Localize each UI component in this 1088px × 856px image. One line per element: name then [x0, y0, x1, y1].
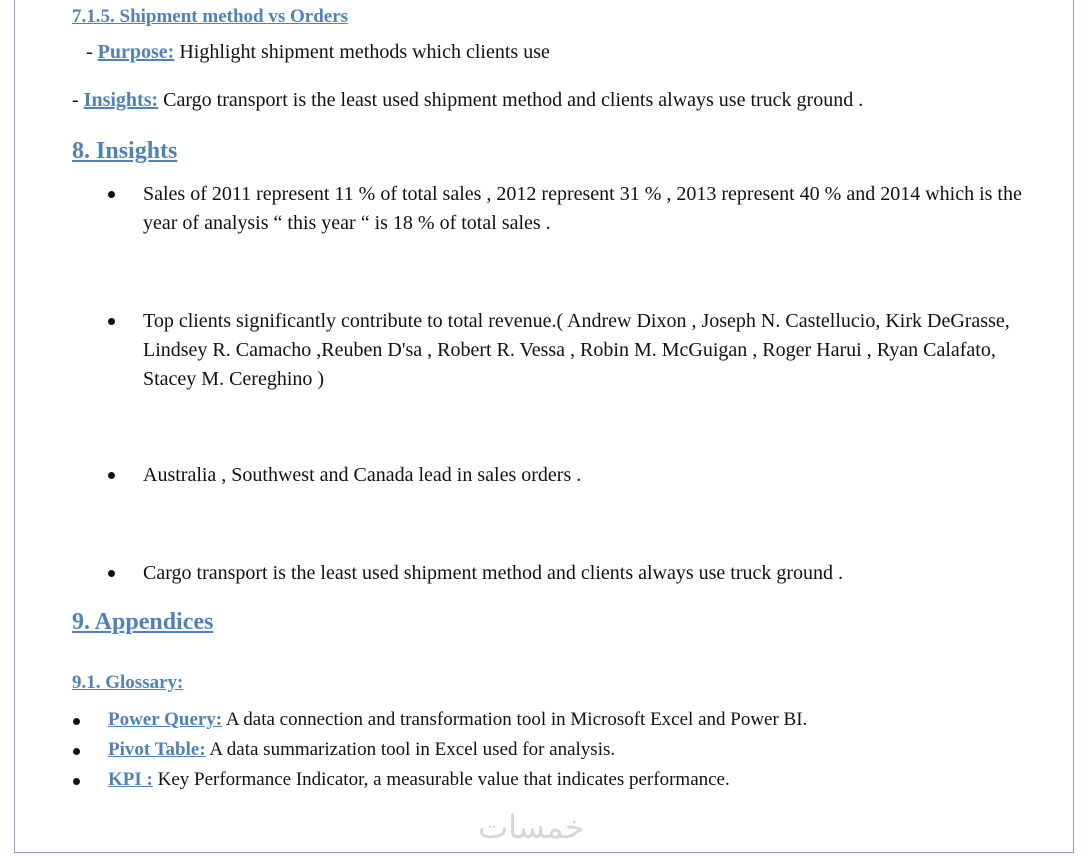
- bullet-icon: [108, 570, 115, 577]
- glossary-item: [108, 709, 807, 731]
- bullet-icon: [73, 748, 80, 755]
- insights-prefix: -: [72, 89, 84, 111]
- bullet-icon: [108, 318, 115, 325]
- bullet-icon: [73, 778, 80, 785]
- glossary-term: KPI :: [108, 769, 153, 790]
- watermark-logo: خمسات: [478, 808, 585, 846]
- purpose-prefix: -: [86, 41, 98, 63]
- glossary-term: Power Query:: [108, 709, 223, 730]
- bullet-icon: [108, 472, 115, 479]
- glossary-item: [108, 739, 615, 761]
- glossary-heading: 9.1. Glossary:: [72, 672, 184, 693]
- glossary-term: Pivot Table:: [108, 739, 206, 760]
- purpose-line: [86, 41, 550, 64]
- insight-bullet-2: Top clients significantly contribute to total revenue.( Andrew Dixon , Joseph N. Castellucio, Kirk DeGrasse, Lindsey R. Camacho ,Reuben D'sa , Robert R. Vessa , Robin M. McGuigan , Roger Harui , Ryan Calafato, Stacey M. Cereghino ): [143, 310, 1010, 390]
- glossary-definition: A data connection and transformation tool in Microsoft Excel and Power BI.: [222, 709, 808, 730]
- insight-bullet-1: Sales of 2011 represent 11 % of total sales , 2012 represent 31 % , 2013 represent 40 % and 2014 which is the year of analysis “ this year “ is 18 % of total sales .: [143, 183, 1022, 234]
- insights-text: Cargo transport is the least used shipment method and clients always use truck ground .: [158, 89, 864, 111]
- section-heading-appendices: 9. Appendices: [72, 609, 214, 635]
- glossary-definition: Key Performance Indicator, a measurable value that indicates performance.: [152, 769, 730, 790]
- insight-bullet-4: Cargo transport is the least used shipment method and clients always use truck ground .: [143, 562, 844, 584]
- glossary-item: [108, 769, 730, 791]
- bullet-icon: [73, 718, 80, 725]
- insights-line: [72, 89, 863, 112]
- purpose-label: Purpose:: [97, 41, 175, 63]
- section-heading-7-1-5: 7.1.5. Shipment method vs Orders: [72, 6, 349, 27]
- glossary-definition: A data summarization tool in Excel used for analysis.: [205, 739, 616, 760]
- bullet-icon: [108, 191, 115, 198]
- insight-bullet-3: Australia , Southwest and Canada lead in sales orders .: [143, 464, 582, 486]
- purpose-text: Highlight shipment methods which clients use: [174, 41, 550, 63]
- section-heading-insights: 8. Insights: [72, 138, 178, 164]
- insights-label: Insights:: [83, 89, 159, 111]
